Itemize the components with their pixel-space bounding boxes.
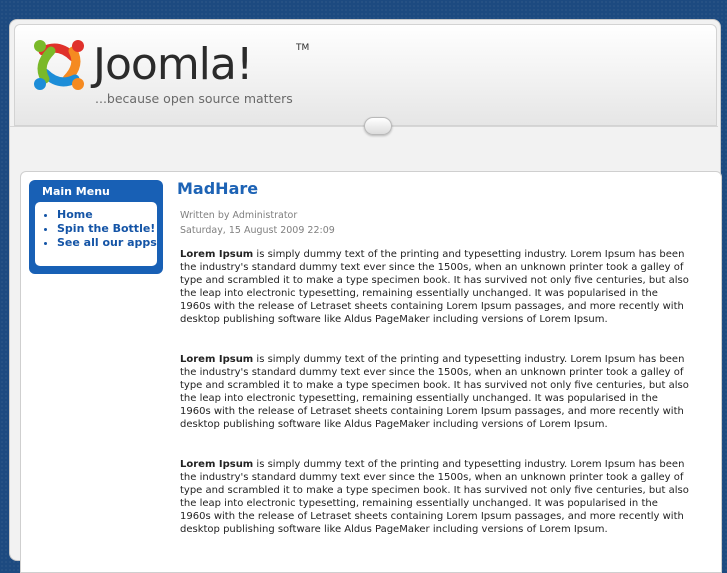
paragraph-lead: Lorem Ipsum: [180, 459, 254, 470]
article-paragraph: [180, 353, 690, 432]
paragraph-text: is simply dummy text of the printing and typesetting industry. Lorem Ipsum has been the industry's standard dummy text ever since the 1500s, when an unknown printer took a galley of type and scrambled it to make a type specimen book. It has survived not only five centuries, but also the leap into electronic typesetting, remaining essentially unchanged. It was popularised in the 1960s with the release of Letraset sheets containing Lorem Ipsum passages, and more recently with desktop publishing software like Aldus PageMaker including versions of Lorem Ipsum.: [180, 249, 689, 326]
article-meta: [180, 208, 335, 238]
site-header: [14, 24, 717, 126]
article-paragraph: [180, 458, 690, 537]
collapse-handle[interactable]: [364, 117, 392, 135]
paragraph-lead: Lorem Ipsum: [180, 249, 254, 260]
logo-tagline: ...because open source matters: [95, 91, 293, 106]
paragraph-text: is simply dummy text of the printing and typesetting industry. Lorem Ipsum has been the industry's standard dummy text ever since the 1500s, when an unknown printer took a galley of type and scrambled it to make a type specimen book. It has survived not only five centuries, but also the leap into electronic typesetting, remaining essentially unchanged. It was popularised in the 1960s with the release of Letraset sheets containing Lorem Ipsum passages, and more recently with desktop publishing software like Aldus PageMaker including versions of Lorem Ipsum.: [180, 459, 689, 536]
menu-link-see-all-apps[interactable]: See all our apps: [57, 236, 157, 249]
menu-item-home[interactable]: [57, 208, 157, 222]
menu-link-home[interactable]: Home: [57, 208, 93, 221]
main-content-area: [20, 171, 722, 573]
menu-item-see-all-apps[interactable]: [57, 236, 157, 250]
article-date: Saturday, 15 August 2009 22:09: [180, 225, 335, 236]
logo-wordmark: Joomla!: [93, 39, 253, 90]
menu-item-spin-the-bottle[interactable]: [57, 222, 157, 236]
main-menu-module: [29, 180, 163, 274]
joomla-logo-icon[interactable]: [29, 35, 89, 95]
article-title[interactable]: MadHare: [177, 179, 259, 198]
article-paragraph: [180, 248, 690, 327]
page-frame: [9, 19, 721, 561]
menu-link-spin-the-bottle[interactable]: Spin the Bottle!: [57, 222, 156, 235]
paragraph-lead: Lorem Ipsum: [180, 354, 254, 365]
logo-trademark: TM: [296, 43, 310, 53]
paragraph-text: is simply dummy text of the printing and typesetting industry. Lorem Ipsum has been the industry's standard dummy text ever since the 1500s, when an unknown printer took a galley of type and scrambled it to make a type specimen book. It has survived not only five centuries, but also the leap into electronic typesetting, remaining essentially unchanged. It was popularised in the 1960s with the release of Letraset sheets containing Lorem Ipsum passages, and more recently with desktop publishing software like Aldus PageMaker including versions of Lorem Ipsum.: [180, 354, 689, 431]
main-menu-title: Main Menu: [42, 185, 110, 198]
main-menu-list: [35, 202, 157, 266]
article-author: Written by Administrator: [180, 210, 298, 221]
